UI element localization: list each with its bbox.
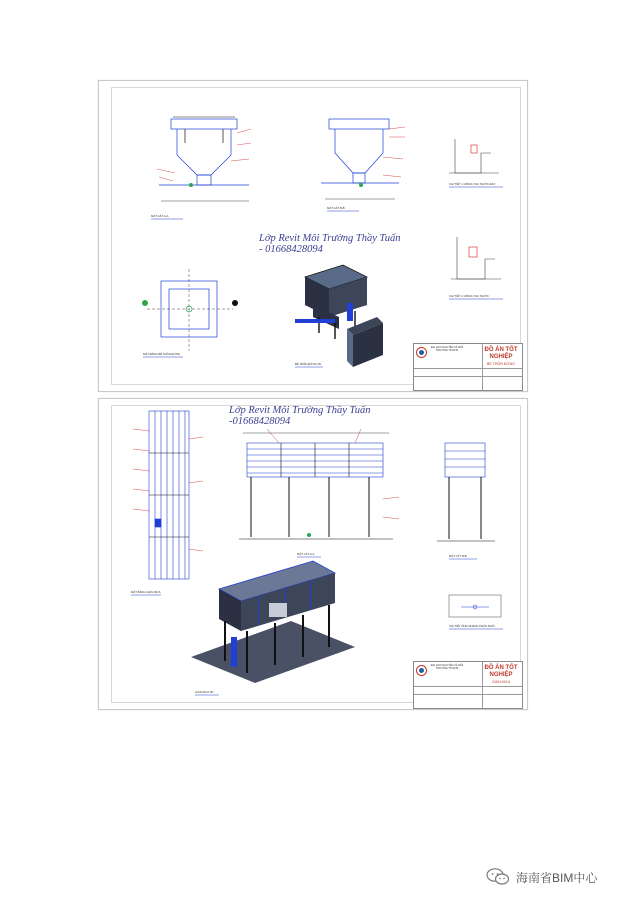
section-bb-drawing: [437, 443, 495, 541]
watermark: [229, 405, 371, 427]
divider: [414, 368, 522, 369]
watermark-line2: - 01668428094: [259, 244, 323, 255]
project-label: ĐỒ ÁN TỐT NGHIỆP: [484, 347, 518, 360]
brand-watermark: [486, 868, 597, 886]
university-name: ĐẠI HỌC NGUYÊN VÀ MÔI TRƯỜNG TP.HCM: [430, 346, 464, 352]
view-3d-drawing: [295, 265, 383, 367]
label-section-bb: MẶT CẮT B-B: [449, 554, 467, 558]
plan-view-drawing: [142, 269, 238, 351]
university-name: ĐẠI HỌC NGUYÊN VÀ MÔI TRƯỜNG TP.HCM: [430, 664, 464, 670]
divider: [414, 376, 522, 377]
plan-view-drawing: [149, 411, 189, 579]
watermark-line1: Lớp Revit Môi Trường Thầy Tuấn: [259, 233, 401, 244]
watermark: [259, 233, 401, 255]
title-block: [413, 661, 523, 709]
label-detail-2: CHI TIẾT 2: MÁNG THU NƯỚC: [449, 294, 489, 298]
detail-2-drawing: [451, 237, 501, 279]
watermark-line1: Lớp Revit Môi Trường Thầy Tuấn: [229, 405, 371, 416]
label-detail: CHI TIẾT ỐNG NHÁNH PHÂN PHỐI: [449, 624, 495, 628]
detail-drawing: [449, 595, 501, 617]
watermark-line2: -01668428094: [229, 416, 291, 427]
brand-name: 海南省BIM中心: [516, 870, 598, 885]
project-label: ĐỒ ÁN TỐT NGHIỆP: [484, 665, 518, 678]
label-detail-1: CHI TIẾT 1: MÁNG THU NƯỚC ĐÁY: [449, 182, 496, 186]
label-section-aa: MẶT CẮT A-A: [151, 214, 169, 218]
divider: [482, 662, 483, 708]
divider: [482, 344, 483, 390]
university-logo: [416, 347, 427, 358]
label-3d: GIÀN MƯA 3D: [195, 690, 214, 694]
section-aa-annotations: [267, 429, 399, 519]
section-aa-drawing: [239, 433, 393, 539]
drawing-name: GIÀN MƯA: [491, 680, 511, 684]
divider: [414, 686, 522, 687]
label-plan: MẶT BẰNG GIÀN MƯA: [131, 590, 161, 594]
section-bb-drawing: [321, 119, 399, 199]
section-bb-annotations: [383, 127, 405, 177]
label-section-bb: MẶT CẮT B-B: [327, 206, 345, 210]
label-section-aa: MẶT CẮT A-A: [297, 552, 315, 556]
divider: [414, 694, 522, 695]
section-aa-annotations: [157, 129, 251, 181]
drawing-name: BỂ TRỘN ĐỨNG: [487, 362, 515, 366]
detail-1-drawing: [449, 139, 499, 173]
wechat-icon: [486, 868, 510, 886]
title-block: [413, 343, 523, 391]
view-3d-drawing: [191, 561, 355, 683]
university-logo: [416, 665, 427, 676]
drawing-sheet-gian-mua: [98, 398, 528, 710]
section-aa-drawing: [159, 117, 249, 201]
label-plan: MẶT BẰNG BỂ TRỘN ĐỨNG: [143, 352, 181, 356]
label-3d: BỂ TRỘN ĐỨNG 3D: [295, 362, 322, 366]
drawing-sheet-be-tron-dung: [98, 80, 528, 392]
plan-annotations: [133, 429, 203, 551]
